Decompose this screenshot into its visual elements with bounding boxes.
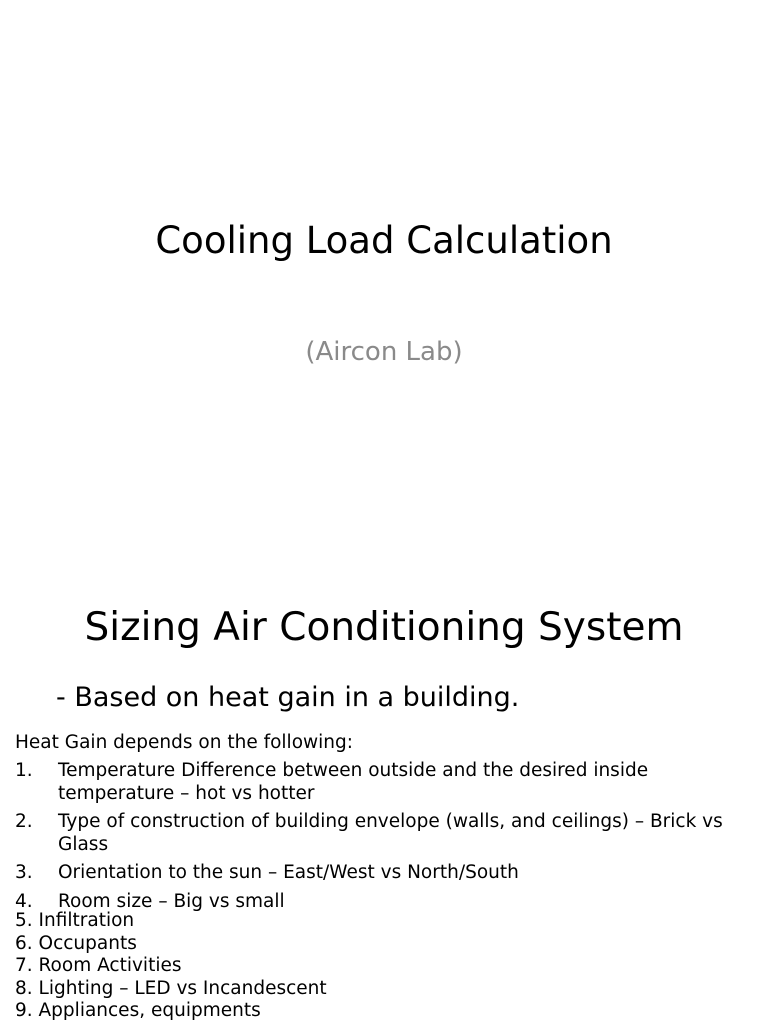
list-item-plain: 9. Appliances, equipments — [15, 1000, 261, 1021]
list-item-text: Room size – Big vs small — [58, 890, 285, 912]
content-slide — [0, 576, 768, 1024]
list-item — [15, 760, 755, 805]
list-item-number: 4. — [15, 890, 33, 912]
numbered-list — [15, 760, 755, 919]
list-item-text: Type of construction of building envelope (walls, and ceilings) – Brick vs Glass — [58, 811, 723, 855]
list-item-number: 2. — [15, 811, 33, 832]
list-item-plain: 5. Infiltration — [15, 910, 135, 931]
list-item — [15, 862, 755, 885]
list-item-plain: 8. Lighting – LED vs Incandescent — [15, 977, 327, 999]
list-item-text: Orientation to the sun – East/West vs North/South — [58, 862, 519, 883]
list-item-number: 3. — [15, 862, 33, 883]
slide-subtitle: (Aircon Lab) — [305, 337, 463, 367]
list-item-number: 1. — [15, 760, 33, 781]
slide-title: Cooling Load Calculation — [155, 219, 613, 262]
slide-title: Sizing Air Conditioning System — [84, 605, 684, 650]
list-item-plain: 7. Room Activities — [15, 955, 182, 976]
list-intro: Heat Gain depends on the following: — [15, 732, 353, 753]
list-item-text: Temperature Difference between outside and the desired inside temperature – hot vs hotter — [58, 760, 649, 804]
list-item-plain: 6. Occupants — [15, 932, 137, 954]
sub-point: - Based on heat gain in a building. — [56, 682, 520, 713]
list-item — [15, 811, 755, 856]
